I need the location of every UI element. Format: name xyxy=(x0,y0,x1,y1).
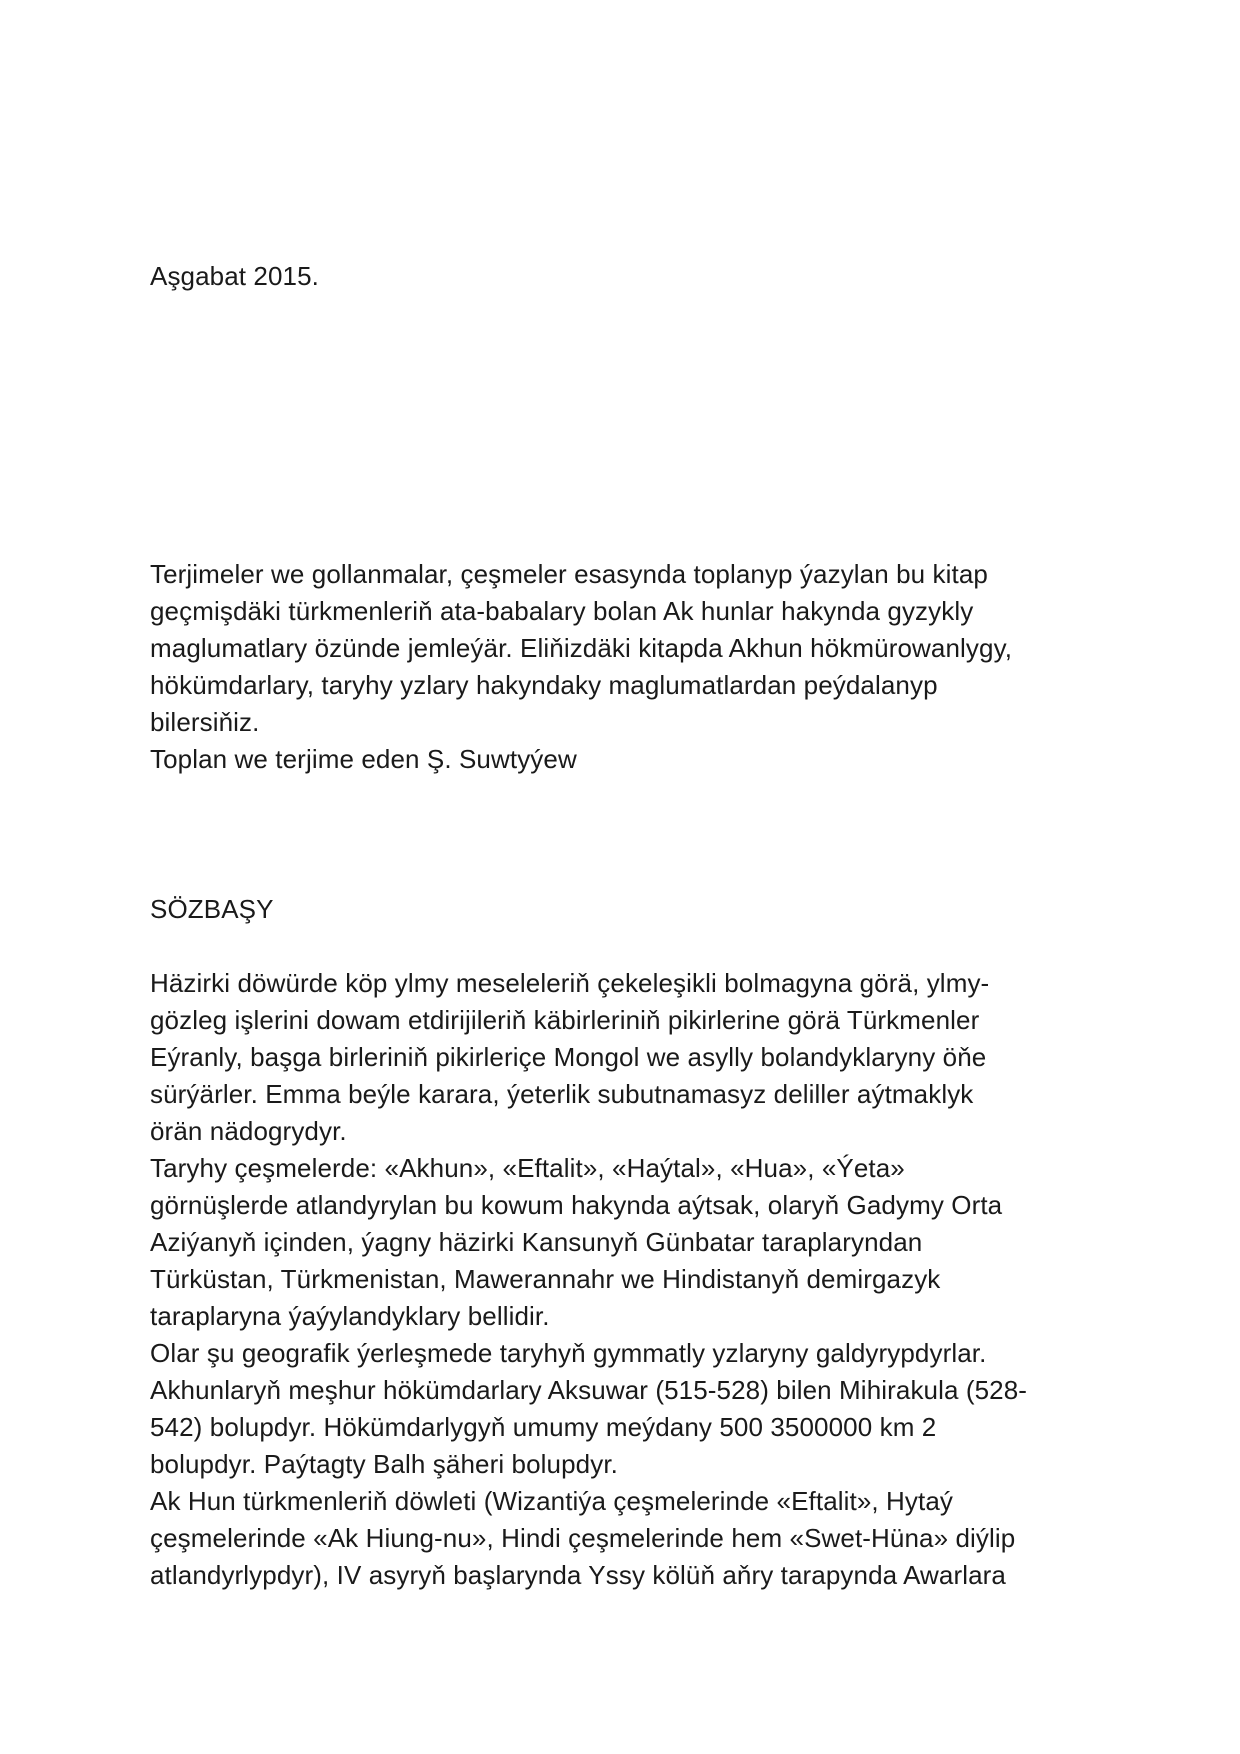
body-line: 542) bolupdyr. Hökümdarlygyň umumy meýdany 500 3500000 km 2 xyxy=(150,1412,937,1442)
body-line: Eýranly, başga birleriniň pikirleriçe Mongol we asylly bolandyklaryny öňe xyxy=(150,1042,987,1072)
body-line: Olar şu geografik ýerleşmede taryhyň gymmatly yzlaryny galdyrypdyrlar. xyxy=(150,1338,987,1368)
body-line: Akhunlaryň meşhur hökümdarlary Aksuwar (515-528) bilen Mihirakula (528- xyxy=(150,1375,1028,1405)
body-line: örän nädogrydyr. xyxy=(150,1116,347,1146)
intro-line: maglumatlary özünde jemleýär. Eliňizdäki kitapda Akhun hökmürowanlygy, xyxy=(150,633,1013,663)
body-line: Taryhy çeşmelerde: «Akhun», «Eftalit», «Haýtal», «Hua», «Ýeta» xyxy=(150,1153,905,1183)
date-line: Aşgabat 2015. xyxy=(150,261,319,291)
body-line: Türküstan, Türkmenistan, Mawerannahr we Hindistanyň demirgazyk xyxy=(150,1264,941,1294)
body-line: taraplaryna ýaýylandyklary bellidir. xyxy=(150,1301,550,1331)
body-line: bolupdyr. Paýtagty Balh şäheri bolupdyr. xyxy=(150,1449,618,1479)
body-line: çeşmelerinde «Ak Hiung-nu», Hindi çeşmelerinde hem «Swet-Hüna» diýlip xyxy=(150,1523,1016,1553)
intro-line: bilersiňiz. xyxy=(150,707,260,737)
body-line: görnüşlerde atlandyrylan bu kowum hakynda aýtsak, olaryň Gadymy Orta xyxy=(150,1190,1003,1220)
body-line: Aziýanyň içinden, ýagny häzirki Kansunyň Günbatar taraplaryndan xyxy=(150,1227,923,1257)
body-line: gözleg işlerini dowam etdirijileriň käbirleriniň pikirlerine görä Türkmenler xyxy=(150,1005,980,1035)
section-title: SÖZBAŞY xyxy=(150,894,274,924)
translator-credit: Toplan we terjime eden Ş. Suwtyýew xyxy=(150,744,577,774)
body-line: Häzirki döwürde köp ylmy meseleleriň çekeleşikli bolmagyna görä, ylmy- xyxy=(150,968,990,998)
body-line: sürýärler. Emma beýle karara, ýeterlik subutnamasyz deliller aýtmaklyk xyxy=(150,1079,974,1109)
intro-line: hökümdarlary, taryhy yzlary hakyndaky maglumatlardan peýdalanyp xyxy=(150,670,938,700)
body-line: atlandyrlypdyr), IV asyryň başlarynda Yssy kölüň aňry tarapynda Awarlara xyxy=(150,1560,1006,1590)
body-line: Ak Hun türkmenleriň döwleti (Wizantiýa çeşmelerinde «Eftalit», Hytaý xyxy=(150,1486,953,1516)
intro-line: geçmişdäki türkmenleriň ata-babalary bolan Ak hunlar hakynda gyzykly xyxy=(150,596,974,626)
intro-line: Terjimeler we gollanmalar, çeşmeler esasynda toplanyp ýazylan bu kitap xyxy=(150,559,988,589)
